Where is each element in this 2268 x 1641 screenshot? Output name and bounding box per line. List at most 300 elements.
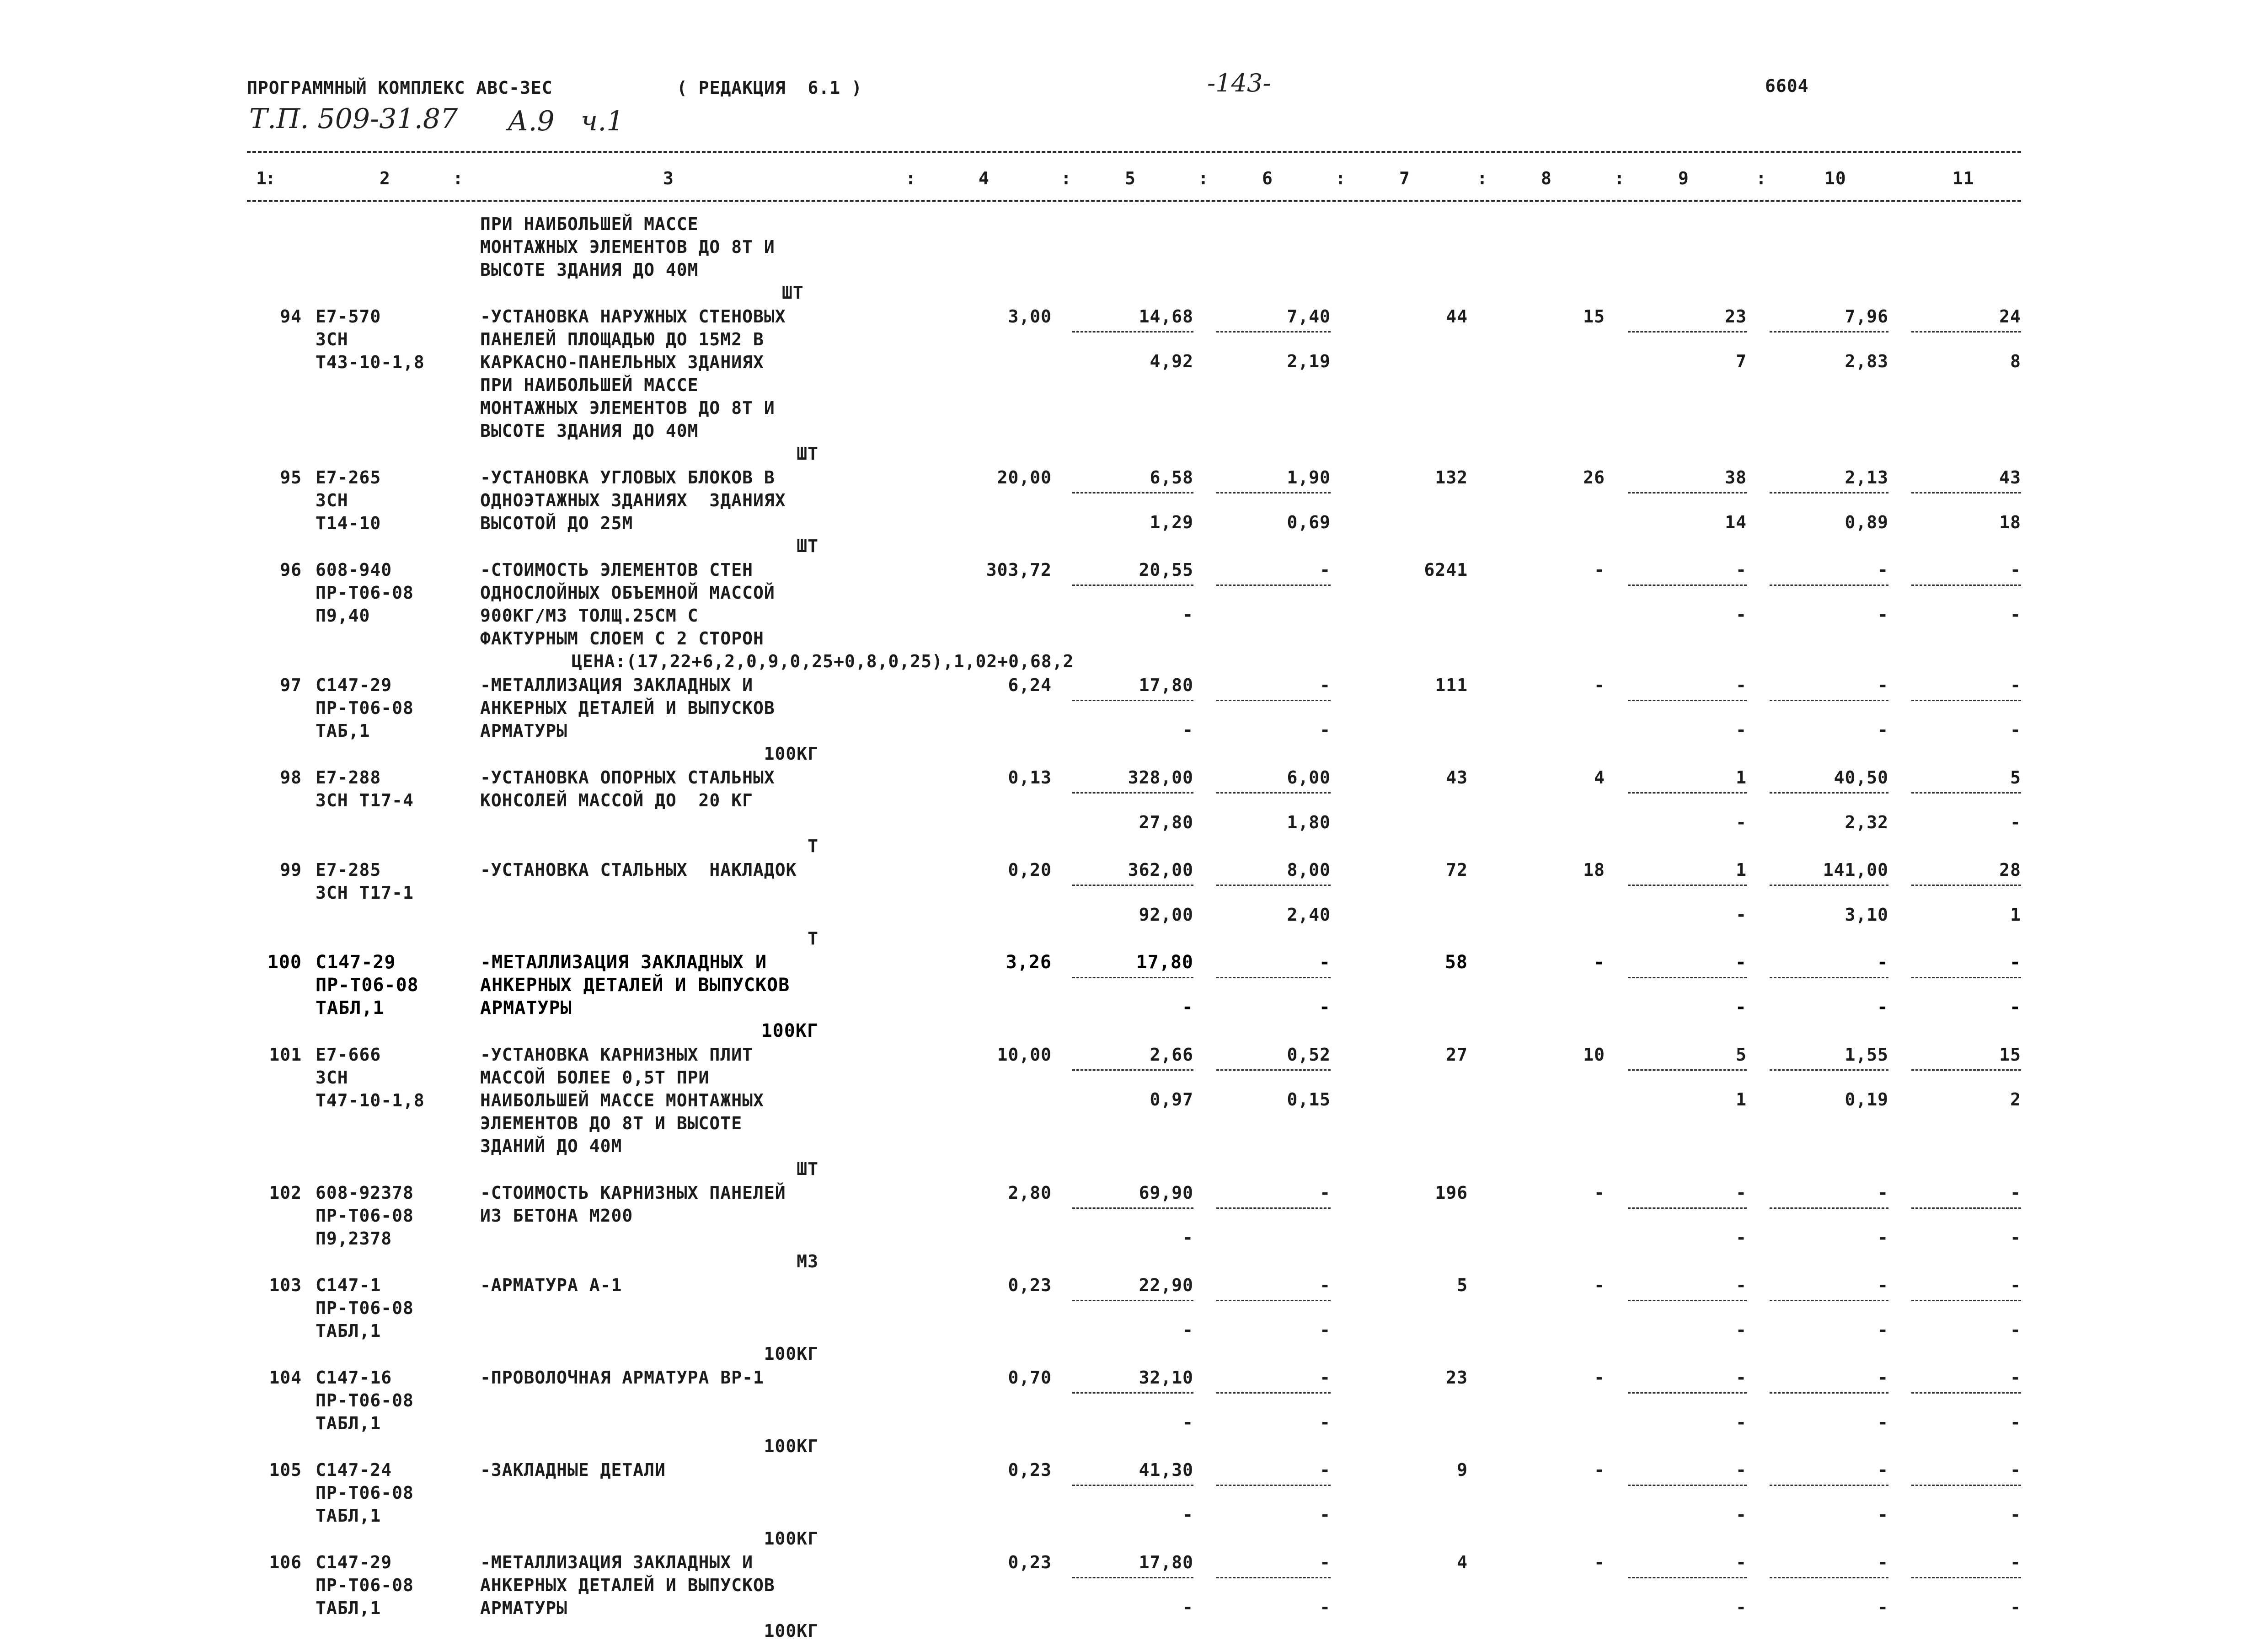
dash-separator bbox=[1770, 1392, 1888, 1394]
norm-code: 608-940 bbox=[316, 560, 392, 580]
description-line: ОДНОЭТАЖНЫХ ЗДАНИЯХ ЗДАНИЯХ bbox=[480, 490, 786, 510]
cell-c11: 5 bbox=[2010, 767, 2021, 788]
table-header-rule bbox=[247, 200, 2021, 202]
cell-c11: 28 bbox=[1999, 860, 2021, 880]
cell-c9: - bbox=[1736, 1183, 1747, 1203]
cell-c6: - bbox=[1320, 1368, 1331, 1388]
cell-c11b: 1 bbox=[2010, 905, 2021, 925]
norm-code: ЗСН bbox=[316, 329, 348, 349]
cell-c6b: 1,80 bbox=[1287, 812, 1331, 832]
cell-c5: 17,80 bbox=[1136, 952, 1193, 973]
dash-separator bbox=[1628, 792, 1747, 794]
cell-c6: 0,52 bbox=[1287, 1045, 1331, 1065]
cell-c10b: - bbox=[1878, 1412, 1888, 1432]
unit-label: ШТ bbox=[797, 1159, 818, 1179]
unit-label: Т bbox=[808, 928, 818, 949]
cell-c5b: 4,92 bbox=[1150, 351, 1193, 371]
cell-c11b: - bbox=[2010, 605, 2021, 625]
column-separator: : bbox=[1756, 168, 1767, 188]
description-line: ОДНОСЛОЙНЫХ ОБЪЕМНОЙ МАССОЙ bbox=[480, 583, 775, 603]
cell-c4: 6,24 bbox=[1008, 675, 1052, 695]
norm-code: ТАБ,1 bbox=[316, 721, 370, 741]
description-line: МОНТАЖНЫХ ЭЛЕМЕНТОВ ДО 8Т И bbox=[480, 398, 775, 418]
description-line: -МЕТАЛЛИЗАЦИЯ ЗАКЛАДНЫХ И bbox=[480, 952, 767, 973]
column-separator: : bbox=[453, 168, 464, 188]
description-line: КАРКАСНО-ПАНЕЛЬНЫХ ЗДАНИЯХ bbox=[480, 352, 764, 372]
dash-separator bbox=[1216, 1069, 1331, 1071]
cell-c6: 7,40 bbox=[1287, 306, 1331, 327]
description-line: МОНТАЖНЫХ ЭЛЕМЕНТОВ ДО 8Т И bbox=[480, 237, 775, 257]
norm-code: ЗСН bbox=[316, 1067, 348, 1088]
description-line: ПРИ НАИБОЛЬШЕЙ МАССЕ bbox=[480, 375, 699, 395]
cell-c11: - bbox=[2010, 1552, 2021, 1572]
cell-c10b: - bbox=[1877, 997, 1888, 1018]
description-line: -ПРОВОЛОЧНАЯ АРМАТУРА ВР-1 bbox=[480, 1368, 764, 1388]
cell-c6b: - bbox=[1320, 1505, 1331, 1525]
column-header-2: 2 bbox=[380, 168, 390, 188]
dash-separator bbox=[1770, 885, 1888, 886]
norm-code: С147-29 bbox=[316, 675, 392, 695]
cell-c8: - bbox=[1594, 560, 1605, 580]
norm-code: ПР-Т06-08 bbox=[316, 583, 414, 603]
cell-c7: 27 bbox=[1446, 1045, 1468, 1065]
cell-c9: - bbox=[1736, 1368, 1747, 1388]
dash-separator bbox=[1911, 585, 2021, 586]
cell-c4: 0,23 bbox=[1008, 1460, 1052, 1480]
unit-label: 100КГ bbox=[761, 1020, 818, 1041]
norm-code: ТАБЛ,1 bbox=[316, 1321, 381, 1341]
description-line: ПАНЕЛЕЙ ПЛОЩАДЬЮ ДО 15М2 В bbox=[480, 329, 764, 349]
column-header-5: 5 bbox=[1125, 168, 1136, 188]
dash-separator bbox=[1072, 492, 1193, 493]
dash-separator bbox=[1072, 885, 1193, 886]
description-line: ИЗ БЕТОНА М200 bbox=[480, 1206, 633, 1226]
cell-c4: 303,72 bbox=[986, 560, 1052, 580]
cell-c4: 0,70 bbox=[1008, 1368, 1052, 1388]
cell-c4: 0,13 bbox=[1008, 767, 1052, 788]
description-line: ПРИ НАИБОЛЬШЕЙ МАССЕ bbox=[480, 214, 699, 234]
cell-c10b: 2,32 bbox=[1845, 812, 1888, 832]
edition-label: ( РЕДАКЦИЯ 6.1 ) bbox=[677, 78, 862, 98]
norm-code: С147-29 bbox=[316, 1552, 392, 1572]
cell-c9b: - bbox=[1736, 905, 1747, 925]
dash-separator bbox=[1911, 1300, 2021, 1301]
unit-label: ШТ bbox=[782, 283, 804, 303]
cell-c8: - bbox=[1594, 1368, 1605, 1388]
description-line: ВЫСОТЕ ЗДАНИЯ ДО 40М bbox=[480, 260, 699, 280]
cell-c6b: - bbox=[1320, 1320, 1331, 1340]
cell-c9: - bbox=[1735, 952, 1747, 973]
row-number: 99 bbox=[280, 860, 302, 880]
cell-c11: - bbox=[2010, 675, 2021, 695]
unit-label: ШТ bbox=[797, 444, 818, 464]
cell-c9: - bbox=[1736, 1275, 1747, 1295]
document-code: 6604 bbox=[1765, 76, 1809, 96]
cell-c9: 5 bbox=[1736, 1045, 1747, 1065]
cell-c11b: 8 bbox=[2010, 351, 2021, 371]
handwritten-part: А.9 ч.1 bbox=[508, 105, 624, 137]
cell-c10b: 2,83 bbox=[1845, 351, 1888, 371]
unit-label: ШТ bbox=[797, 536, 818, 556]
cell-c5b: - bbox=[1182, 720, 1193, 740]
cell-c8: 10 bbox=[1583, 1045, 1605, 1065]
cell-c6: 8,00 bbox=[1287, 860, 1331, 880]
dash-separator bbox=[1628, 1300, 1747, 1301]
cell-c5b: 0,97 bbox=[1150, 1089, 1193, 1110]
cell-c4: 0,23 bbox=[1008, 1275, 1052, 1295]
dash-separator bbox=[1628, 885, 1747, 886]
dash-separator bbox=[1072, 792, 1193, 794]
dash-separator bbox=[1216, 700, 1331, 701]
row-number: 94 bbox=[280, 306, 302, 327]
description-line: АНКЕРНЫХ ДЕТАЛЕЙ И ВЫПУСКОВ bbox=[480, 975, 790, 996]
cell-c6: - bbox=[1320, 560, 1331, 580]
cell-c9b: 1 bbox=[1736, 1089, 1747, 1110]
dash-separator bbox=[1770, 1207, 1888, 1209]
dash-separator bbox=[1072, 1069, 1193, 1071]
description-line: -АРМАТУРА А-1 bbox=[480, 1275, 622, 1295]
column-header-10: 10 bbox=[1824, 168, 1846, 188]
dash-separator bbox=[1911, 700, 2021, 701]
cell-c9b: 14 bbox=[1725, 512, 1747, 532]
cell-c9: 23 bbox=[1725, 306, 1747, 327]
cell-c11b: - bbox=[2010, 1597, 2021, 1617]
cell-c9b: - bbox=[1736, 720, 1747, 740]
dash-separator bbox=[1216, 1577, 1331, 1578]
description-line: АРМАТУРЫ bbox=[480, 721, 568, 741]
cell-c6: 6,00 bbox=[1287, 767, 1331, 788]
cell-c9: - bbox=[1736, 560, 1747, 580]
cell-c7: 6241 bbox=[1424, 560, 1468, 580]
row-number: 104 bbox=[269, 1368, 302, 1388]
cell-c7: 23 bbox=[1446, 1368, 1468, 1388]
row-number: 95 bbox=[280, 467, 302, 488]
cell-c6b: 0,15 bbox=[1287, 1089, 1331, 1110]
price-formula: ЦЕНА:(17,22+6,2,0,9,0,25+0,8,0,25),1,02+0,68,2 bbox=[572, 651, 1074, 671]
norm-code: ПР-Т06-08 bbox=[316, 1483, 414, 1503]
description-line: ФАКТУРНЫМ СЛОЕМ С 2 СТОРОН bbox=[480, 628, 764, 649]
cell-c9b: - bbox=[1736, 1320, 1747, 1340]
column-separator: : bbox=[905, 168, 916, 188]
dash-separator bbox=[1072, 1300, 1193, 1301]
cell-c11: 15 bbox=[1999, 1045, 2021, 1065]
cell-c10b: - bbox=[1878, 1228, 1888, 1248]
dash-separator bbox=[1628, 1069, 1747, 1071]
cell-c11b: 18 bbox=[1999, 512, 2021, 532]
dash-separator bbox=[1770, 1485, 1888, 1486]
cell-c7: 111 bbox=[1435, 675, 1468, 695]
dash-separator bbox=[1072, 1577, 1193, 1578]
row-number: 105 bbox=[269, 1460, 302, 1480]
dash-separator bbox=[1911, 1207, 2021, 1209]
cell-c9b: 7 bbox=[1736, 351, 1747, 371]
norm-code: ЗСН Т17-1 bbox=[316, 883, 414, 903]
row-number: 102 bbox=[269, 1183, 302, 1203]
cell-c4: 3,00 bbox=[1008, 306, 1052, 327]
cell-c6: - bbox=[1320, 1275, 1331, 1295]
cell-c8: 15 bbox=[1583, 306, 1605, 327]
cell-c5b: 27,80 bbox=[1139, 812, 1193, 832]
program-title: ПРОГРАММНЫЙ КОМПЛЕКС АВС-3ЕС bbox=[247, 78, 553, 98]
cell-c10b: 3,10 bbox=[1845, 905, 1888, 925]
dash-separator bbox=[1628, 1207, 1747, 1209]
cell-c11b: - bbox=[2010, 1412, 2021, 1432]
description-line: ВЫСОТЕ ЗДАНИЯ ДО 40М bbox=[480, 421, 699, 441]
cell-c11b: - bbox=[2010, 1228, 2021, 1248]
dash-separator bbox=[1911, 331, 2021, 332]
column-separator: : bbox=[1335, 168, 1346, 188]
cell-c4: 20,00 bbox=[997, 467, 1052, 488]
cell-c5b: - bbox=[1182, 1412, 1193, 1432]
dash-separator bbox=[1216, 585, 1331, 586]
dash-separator bbox=[1628, 977, 1747, 978]
cell-c9b: - bbox=[1736, 1505, 1747, 1525]
cell-c9: - bbox=[1736, 675, 1747, 695]
dash-separator bbox=[1911, 885, 2021, 886]
dash-separator bbox=[1770, 492, 1888, 493]
cell-c6b: - bbox=[1319, 997, 1331, 1018]
cell-c10b: - bbox=[1878, 1320, 1888, 1340]
cell-c5: 328,00 bbox=[1128, 767, 1193, 788]
cell-c11b: 2 bbox=[2010, 1089, 2021, 1110]
description-line: -СТОИМОСТЬ ЭЛЕМЕНТОВ СТЕН bbox=[480, 560, 753, 580]
dash-separator bbox=[1628, 1577, 1747, 1578]
dash-separator bbox=[1770, 1577, 1888, 1578]
dash-separator bbox=[1628, 1485, 1747, 1486]
cell-c11b: - bbox=[2010, 720, 2021, 740]
dash-separator bbox=[1072, 1485, 1193, 1486]
dash-separator bbox=[1628, 331, 1747, 332]
cell-c10: - bbox=[1877, 952, 1888, 973]
description-line: -УСТАНОВКА СТАЛЬНЫХ НАКЛАДОК bbox=[480, 860, 797, 880]
norm-code: Е7-285 bbox=[316, 860, 381, 880]
description-line: -УСТАНОВКА УГЛОВЫХ БЛОКОВ В bbox=[480, 467, 775, 488]
norm-code: С147-29 bbox=[316, 952, 396, 973]
dash-separator bbox=[1911, 1485, 2021, 1486]
cell-c4: 3,26 bbox=[1006, 952, 1052, 973]
dash-separator bbox=[1216, 792, 1331, 794]
column-header-9: 9 bbox=[1678, 168, 1689, 188]
dash-separator bbox=[1072, 977, 1193, 978]
unit-label: Т bbox=[808, 836, 818, 856]
norm-code: П9,2378 bbox=[316, 1228, 392, 1249]
norm-code: С147-24 bbox=[316, 1460, 392, 1480]
cell-c8: 18 bbox=[1583, 860, 1605, 880]
cell-c7: 44 bbox=[1446, 306, 1468, 327]
cell-c10b: - bbox=[1878, 720, 1888, 740]
cell-c6b: 2,19 bbox=[1287, 351, 1331, 371]
norm-code: ПР-Т06-08 bbox=[316, 1390, 414, 1410]
cell-c11: - bbox=[2010, 1460, 2021, 1480]
cell-c5: 362,00 bbox=[1128, 860, 1193, 880]
description-line: МАССОЙ БОЛЕЕ 0,5Т ПРИ bbox=[480, 1067, 710, 1088]
description-line: -ЗАКЛАДНЫЕ ДЕТАЛИ bbox=[480, 1460, 666, 1480]
cell-c10: - bbox=[1878, 1275, 1888, 1295]
cell-c5b: - bbox=[1182, 1597, 1193, 1617]
description-line: АРМАТУРЫ bbox=[480, 997, 572, 1019]
cell-c9b: - bbox=[1736, 1597, 1747, 1617]
description-line: -УСТАНОВКА НАРУЖНЫХ СТЕНОВЫХ bbox=[480, 306, 786, 327]
description-line: -УСТАНОВКА КАРНИЗНЫХ ПЛИТ bbox=[480, 1045, 753, 1065]
cell-c6: - bbox=[1320, 675, 1331, 695]
column-header-8: 8 bbox=[1541, 168, 1552, 188]
norm-code: Т47-10-1,8 bbox=[316, 1090, 425, 1110]
description-line: КОНСОЛЕЙ МАССОЙ ДО 20 КГ bbox=[480, 790, 753, 810]
cell-c5: 41,30 bbox=[1139, 1460, 1193, 1480]
cell-c10: 7,96 bbox=[1845, 306, 1888, 327]
unit-label: М3 bbox=[797, 1251, 818, 1271]
dash-separator bbox=[1216, 1207, 1331, 1209]
cell-c11: - bbox=[2010, 1275, 2021, 1295]
cell-c9b: - bbox=[1736, 605, 1747, 625]
cell-c10: 40,50 bbox=[1834, 767, 1888, 788]
cell-c6: - bbox=[1320, 1552, 1331, 1572]
norm-code: 608-92378 bbox=[316, 1183, 414, 1203]
page-number: -143- bbox=[1207, 69, 1271, 97]
cell-c10b: - bbox=[1878, 1505, 1888, 1525]
cell-c6b: - bbox=[1320, 1597, 1331, 1617]
dash-separator bbox=[1770, 1300, 1888, 1301]
cell-c6: - bbox=[1320, 1183, 1331, 1203]
cell-c9: 1 bbox=[1736, 767, 1747, 788]
norm-code: ПР-Т06-08 bbox=[316, 698, 414, 718]
column-separator: : bbox=[1061, 168, 1072, 188]
cell-c9: - bbox=[1736, 1552, 1747, 1572]
dash-separator bbox=[1770, 1069, 1888, 1071]
cell-c11: 43 bbox=[1999, 467, 2021, 488]
cell-c9: 1 bbox=[1736, 860, 1747, 880]
dash-separator bbox=[1628, 492, 1747, 493]
cell-c11b: - bbox=[2009, 997, 2021, 1018]
cell-c6: - bbox=[1319, 952, 1331, 973]
dash-separator bbox=[1628, 700, 1747, 701]
cell-c5: 17,80 bbox=[1139, 1552, 1193, 1572]
dash-separator bbox=[1770, 585, 1888, 586]
cell-c5: 2,66 bbox=[1150, 1045, 1193, 1065]
column-header-6: 6 bbox=[1262, 168, 1273, 188]
dash-separator bbox=[1216, 331, 1331, 332]
cell-c9b: - bbox=[1736, 1412, 1747, 1432]
row-number: 100 bbox=[267, 952, 302, 973]
cell-c9: 38 bbox=[1725, 467, 1747, 488]
description-line: 900КГ/М3 ТОЛЩ.25СМ С bbox=[480, 606, 699, 626]
cell-c11b: - bbox=[2010, 1505, 2021, 1525]
cell-c8: 26 bbox=[1583, 467, 1605, 488]
dash-separator bbox=[1628, 1392, 1747, 1394]
dash-separator bbox=[1072, 1392, 1193, 1394]
description-line: -МЕТАЛЛИЗАЦИЯ ЗАКЛАДНЫХ И bbox=[480, 675, 753, 695]
cell-c7: 4 bbox=[1457, 1552, 1468, 1572]
cell-c10: 141,00 bbox=[1823, 860, 1888, 880]
cell-c4: 0,20 bbox=[1008, 860, 1052, 880]
norm-code: ТАБЛ,1 bbox=[316, 1506, 381, 1526]
cell-c8: - bbox=[1594, 1275, 1605, 1295]
cell-c10: 2,13 bbox=[1845, 467, 1888, 488]
cell-c9b: - bbox=[1735, 997, 1747, 1018]
unit-label: 100КГ bbox=[764, 1528, 818, 1549]
norm-code: Е7-666 bbox=[316, 1045, 381, 1065]
description-line: АНКЕРНЫХ ДЕТАЛЕЙ И ВЫПУСКОВ bbox=[480, 698, 775, 718]
dash-separator bbox=[1911, 492, 2021, 493]
unit-label: 100КГ bbox=[764, 1344, 818, 1364]
description-line: АНКЕРНЫХ ДЕТАЛЕЙ И ВЫПУСКОВ bbox=[480, 1575, 775, 1595]
column-separator: : bbox=[1477, 168, 1488, 188]
norm-code: ПР-Т06-08 bbox=[316, 1298, 414, 1318]
cell-c10: 1,55 bbox=[1845, 1045, 1888, 1065]
table-top-rule bbox=[247, 151, 2021, 153]
description-line: -СТОИМОСТЬ КАРНИЗНЫХ ПАНЕЛЕЙ bbox=[480, 1183, 786, 1203]
cell-c5b: - bbox=[1182, 1228, 1193, 1248]
cell-c5: 20,55 bbox=[1139, 560, 1193, 580]
cell-c7: 132 bbox=[1435, 467, 1468, 488]
unit-label: 100КГ bbox=[764, 744, 818, 764]
cell-c11: - bbox=[2010, 560, 2021, 580]
cell-c11: - bbox=[2010, 1183, 2021, 1203]
cell-c7: 5 bbox=[1457, 1275, 1468, 1295]
column-separator: : bbox=[1198, 168, 1209, 188]
norm-code: Е7-288 bbox=[316, 767, 381, 788]
norm-code: ТАБЛ,1 bbox=[316, 997, 385, 1019]
cell-c11b: - bbox=[2010, 812, 2021, 832]
row-number: 106 bbox=[269, 1552, 302, 1572]
dash-separator bbox=[1072, 331, 1193, 332]
cell-c11: - bbox=[2009, 952, 2021, 973]
dash-separator bbox=[1911, 1392, 2021, 1394]
column-header-1: 1 bbox=[256, 168, 267, 188]
cell-c10: - bbox=[1878, 1460, 1888, 1480]
dash-separator bbox=[1911, 977, 2021, 978]
column-header-3: 3 bbox=[663, 168, 674, 188]
unit-label: 100КГ bbox=[764, 1621, 818, 1641]
description-line: ЗДАНИЙ ДО 40М bbox=[480, 1136, 622, 1156]
cell-c7: 196 bbox=[1435, 1183, 1468, 1203]
row-number: 98 bbox=[280, 767, 302, 788]
unit-label: 100КГ bbox=[764, 1436, 818, 1456]
cell-c7: 72 bbox=[1446, 860, 1468, 880]
dash-separator bbox=[1072, 1207, 1193, 1209]
cell-c11: - bbox=[2010, 1368, 2021, 1388]
cell-c5b: 1,29 bbox=[1150, 512, 1193, 532]
norm-code: ТАБЛ,1 bbox=[316, 1598, 381, 1618]
column-header-4: 4 bbox=[979, 168, 990, 188]
dash-separator bbox=[1216, 977, 1331, 978]
cell-c7: 58 bbox=[1444, 952, 1468, 973]
norm-code: ПР-Т06-08 bbox=[316, 1575, 414, 1595]
cell-c10b: - bbox=[1878, 1597, 1888, 1617]
cell-c10: - bbox=[1878, 1368, 1888, 1388]
cell-c7: 9 bbox=[1457, 1460, 1468, 1480]
cell-c9: - bbox=[1736, 1460, 1747, 1480]
cell-c8: - bbox=[1594, 675, 1605, 695]
cell-c4: 2,80 bbox=[1008, 1183, 1052, 1203]
cell-c5: 32,10 bbox=[1139, 1368, 1193, 1388]
dash-separator bbox=[1216, 492, 1331, 493]
cell-c5b: - bbox=[1182, 605, 1193, 625]
cell-c10b: 0,89 bbox=[1845, 512, 1888, 532]
cell-c8: 4 bbox=[1594, 767, 1605, 788]
norm-code: Е7-570 bbox=[316, 306, 381, 327]
dash-separator bbox=[1911, 1577, 2021, 1578]
cell-c10: - bbox=[1878, 1183, 1888, 1203]
cell-c10: - bbox=[1878, 675, 1888, 695]
dash-separator bbox=[1072, 700, 1193, 701]
cell-c5b: - bbox=[1182, 997, 1193, 1018]
cell-c7: 43 bbox=[1446, 767, 1468, 788]
cell-c8: - bbox=[1593, 952, 1605, 973]
dash-separator bbox=[1216, 1392, 1331, 1394]
cell-c6b: 2,40 bbox=[1287, 905, 1331, 925]
row-number: 103 bbox=[269, 1275, 302, 1295]
